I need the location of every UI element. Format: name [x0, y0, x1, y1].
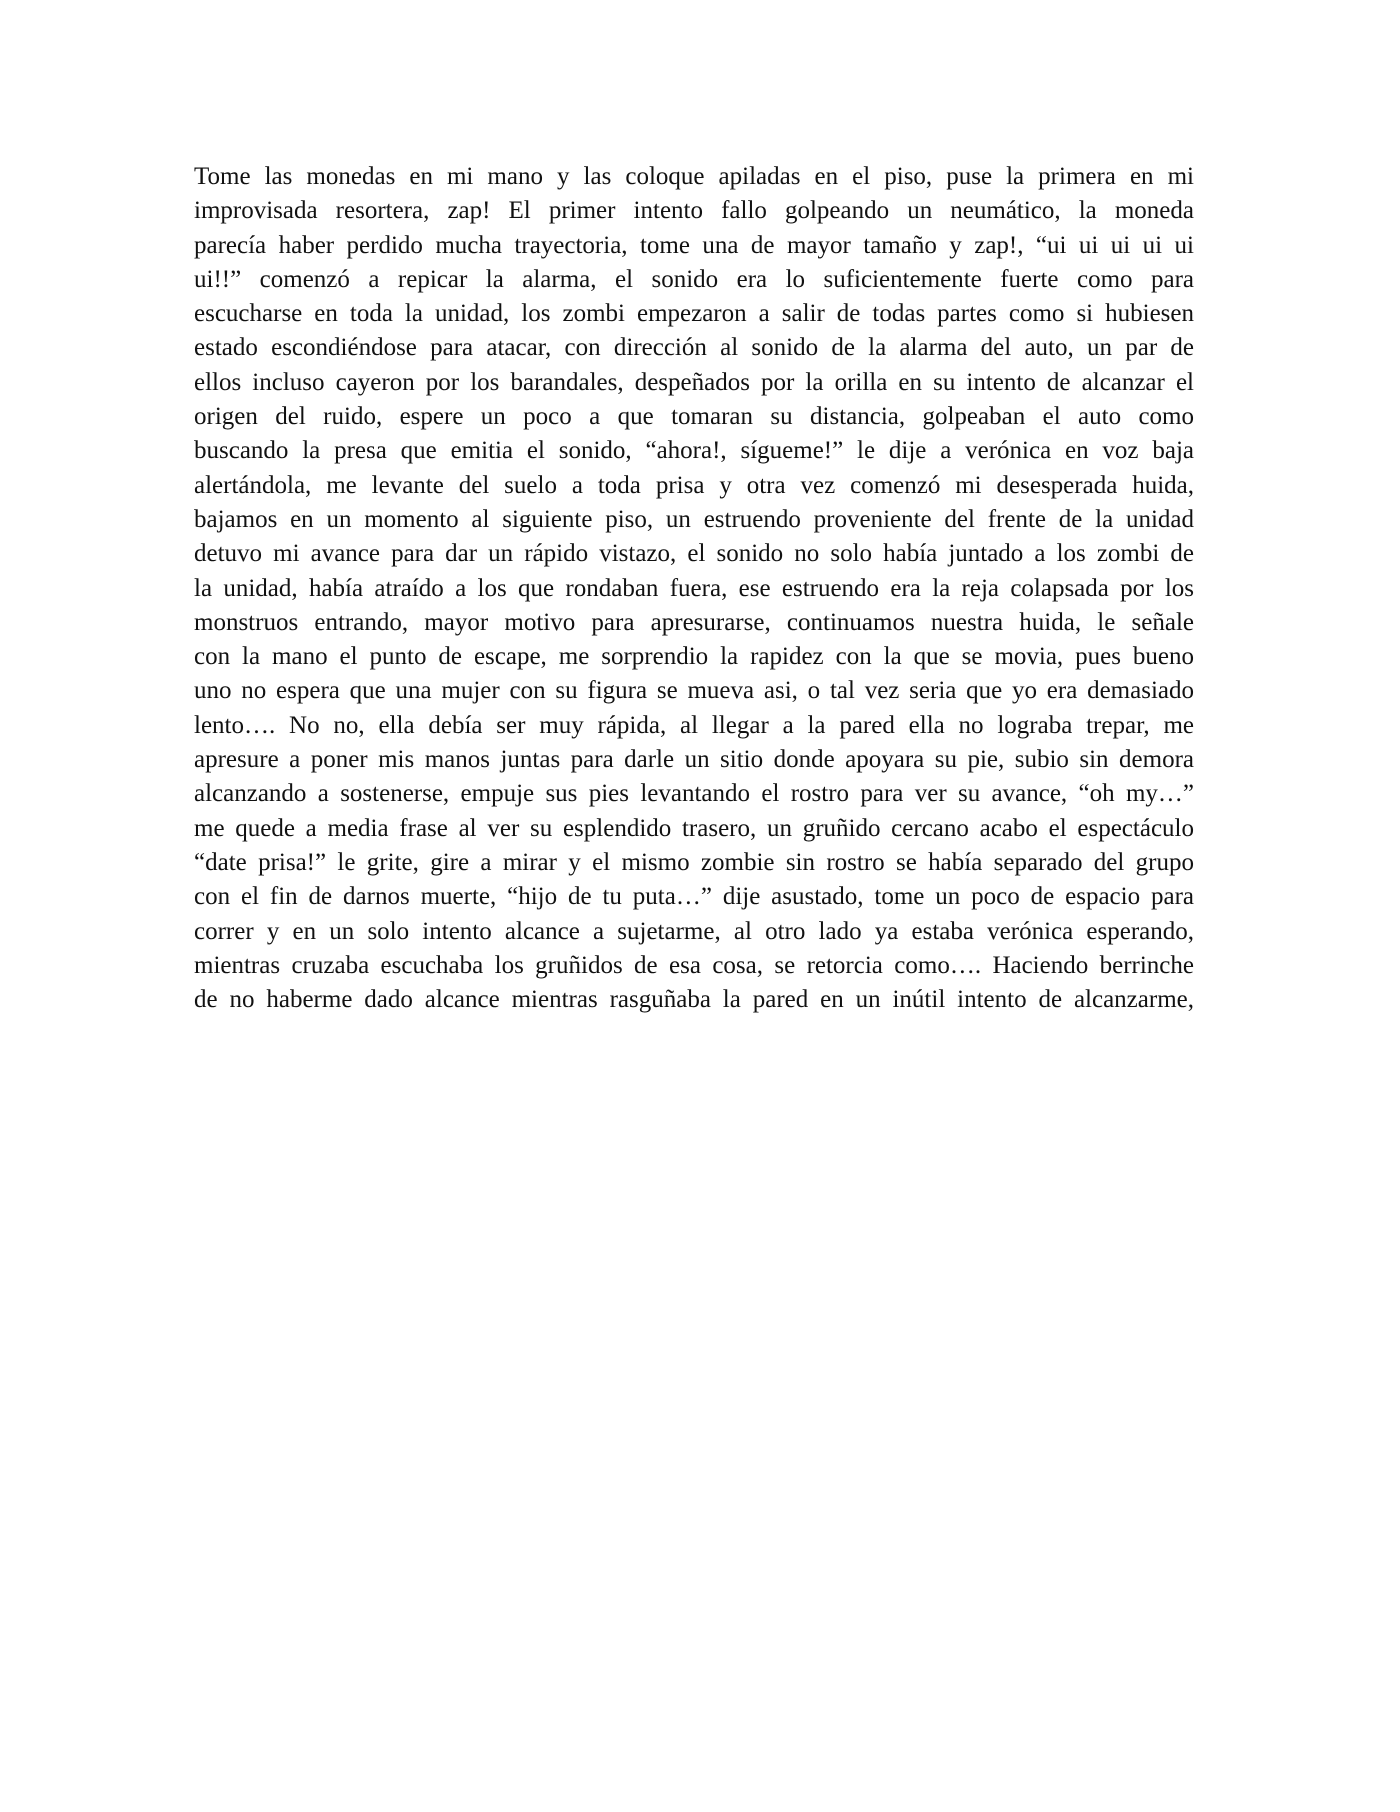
- text-line: bajamos en un momento al siguiente piso, un estruendo proveniente del frente de la unidad: [194, 505, 1194, 533]
- text-line: ui!!” comenzó a repicar la alarma, el sonido era lo suficientemente fuerte como para: [194, 265, 1194, 293]
- text-line: la unidad, había atraído a los que rondaban fuera, ese estruendo era la reja colapsada por los: [194, 574, 1194, 602]
- text-line: correr y en un solo intento alcance a sujetarme, al otro lado ya estaba verónica esperando,: [194, 917, 1194, 945]
- text-line: uno no espera que una mujer con su figura se mueva asi, o tal vez seria que yo era demasiado: [194, 677, 1194, 705]
- text-line: de no haberme dado alcance mientras rasguñaba la pared en un inútil intento de alcanzarme,: [194, 986, 1194, 1014]
- text-line: detuvo mi avance para dar un rápido vistazo, el sonido no solo había juntado a los zombi de: [194, 540, 1194, 568]
- text-line: Tome las monedas en mi mano y las coloque apiladas en el piso, puse la primera en mi: [194, 163, 1194, 190]
- text-line: buscando la presa que emitia el sonido, “ahora!, sígueme!” le dije a verónica en voz baja: [194, 437, 1194, 465]
- text-line: ellos incluso cayeron por los barandales, despeñados por la orilla en su intento de alcanzar el: [194, 368, 1194, 396]
- text-line: alcanzando a sostenerse, empuje sus pies levantando el rostro para ver su avance, “oh my…”: [194, 780, 1194, 808]
- text-line: estado escondiéndose para atacar, con dirección al sonido de la alarma del auto, un par de: [194, 334, 1194, 362]
- text-line: lento…. No no, ella debía ser muy rápida, al llegar a la pared ella no lograba trepar, me: [194, 711, 1194, 739]
- text-line: monstruos entrando, mayor motivo para apresurarse, continuamos nuestra huida, le señale: [194, 608, 1194, 636]
- text-line: mientras cruzaba escuchaba los gruñidos de esa cosa, se retorcia como…. Haciendo berrinche: [194, 951, 1194, 979]
- text-line: parecía haber perdido mucha trayectoria, tome una de mayor tamaño y zap!, “ui ui ui ui ui: [194, 231, 1194, 259]
- text-line: con el fin de darnos muerte, “hijo de tu puta…” dije asustado, tome un poco de espacio para: [194, 883, 1194, 911]
- text-line: improvisada resortera, zap! El primer intento fallo golpeando un neumático, la moneda: [194, 197, 1194, 225]
- text-line: me quede a media frase al ver su esplendido trasero, un gruñido cercano acabo el espectáculo: [194, 814, 1194, 842]
- text-line: escucharse en toda la unidad, los zombi empezaron a salir de todas partes como si hubiesen: [194, 300, 1194, 328]
- text-line: “date prisa!” le grite, gire a mirar y el mismo zombie sin rostro se había separado del grupo: [194, 848, 1194, 876]
- text-line: origen del ruido, espere un poco a que tomaran su distancia, golpeaban el auto como: [194, 403, 1194, 431]
- text-line: alertándola, me levante del suelo a toda prisa y otra vez comenzó mi desesperada huida,: [194, 471, 1194, 499]
- text-line: con la mano el punto de escape, me sorprendio la rapidez con la que se movia, pues bueno: [194, 643, 1194, 671]
- text-line: apresure a poner mis manos juntas para darle un sitio donde apoyara su pie, subio sin demora: [194, 746, 1194, 774]
- body-text: [194, 160, 1194, 1017]
